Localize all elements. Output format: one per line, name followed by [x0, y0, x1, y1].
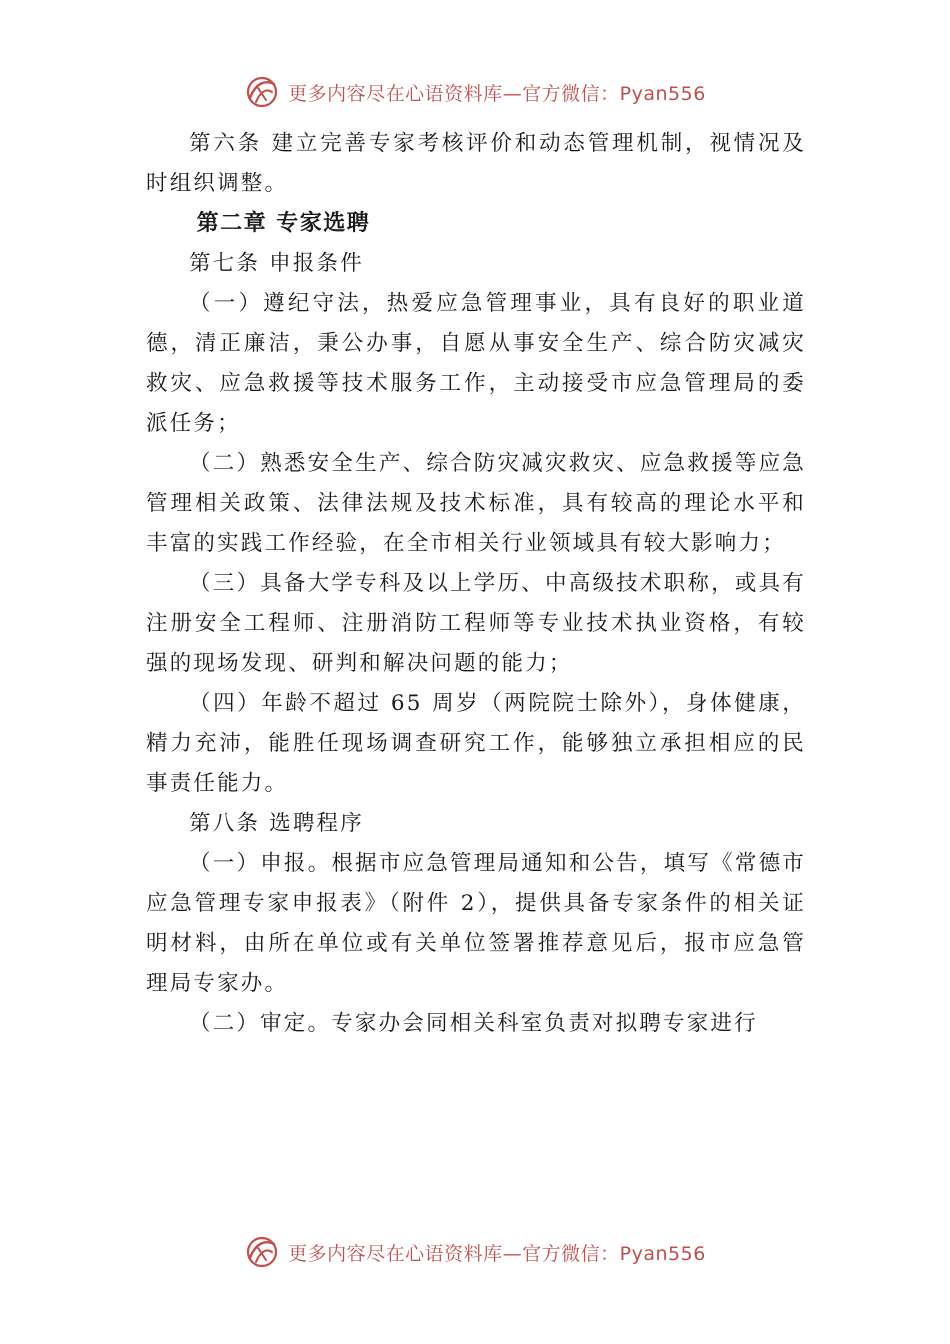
watermark-text: 更多内容尽在心语资料库—官方微信：Pyan556	[288, 82, 706, 105]
footer-watermark	[0, 1232, 950, 1272]
article-8-title: 第八条 选聘程序	[189, 811, 364, 836]
watermark-text: 更多内容尽在心语资料库—官方微信：Pyan556	[288, 1242, 706, 1265]
procedure-2: （二）审定。专家办会同相关科室负责对拟聘专家进行	[189, 1011, 758, 1036]
article-7-title: 第七条 申报条件	[189, 251, 364, 276]
condition-1: （一）遵纪守法，热爱应急管理事业，具有良好的职业道德，清正廉洁，秉公办事，自愿从事安全生产、综合防灾减灾救灾、应急救援等技术服务工作，主动接受市应急管理局的委派任务；	[146, 291, 806, 436]
chapter-heading: 第二章 专家选聘	[196, 211, 371, 236]
condition-4: （四）年龄不超过 65 周岁（两院院士除外），身体健康， 精力充沛，能胜任现场调查研究工作，能够独立承担相应的民事责任能力。	[146, 691, 806, 796]
header-watermark	[0, 72, 950, 112]
signature-logo-icon	[244, 1234, 280, 1270]
signature-logo-icon	[244, 74, 280, 110]
condition-3: （三）具备大学专科及以上学历、中高级技术职称，或具有注册安全工程师、注册消防工程师等专业技术执业资格，有较强的现场发现、研判和解决问题的能力；	[146, 571, 806, 676]
condition-2: （二）熟悉安全生产、综合防灾减灾救灾、应急救援等应急管理相关政策、法律法规及技术标准，具有较高的理论水平和丰富的实践工作经验，在全市相关行业领域具有较大影响力；	[146, 451, 806, 556]
article-6: 第六条 建立完善专家考核评价和动态管理机制，视情况及时组织调整。	[146, 131, 806, 196]
document-body	[146, 124, 806, 1044]
procedure-1: （一）申报。根据市应急管理局通知和公告，填写《常德市应急管理专家申报表》（附件 2），提供具备专家条件的相关证明材料，由所在单位或有关单位签署推荐意见后，报市应急管理局专家办。	[146, 851, 806, 996]
